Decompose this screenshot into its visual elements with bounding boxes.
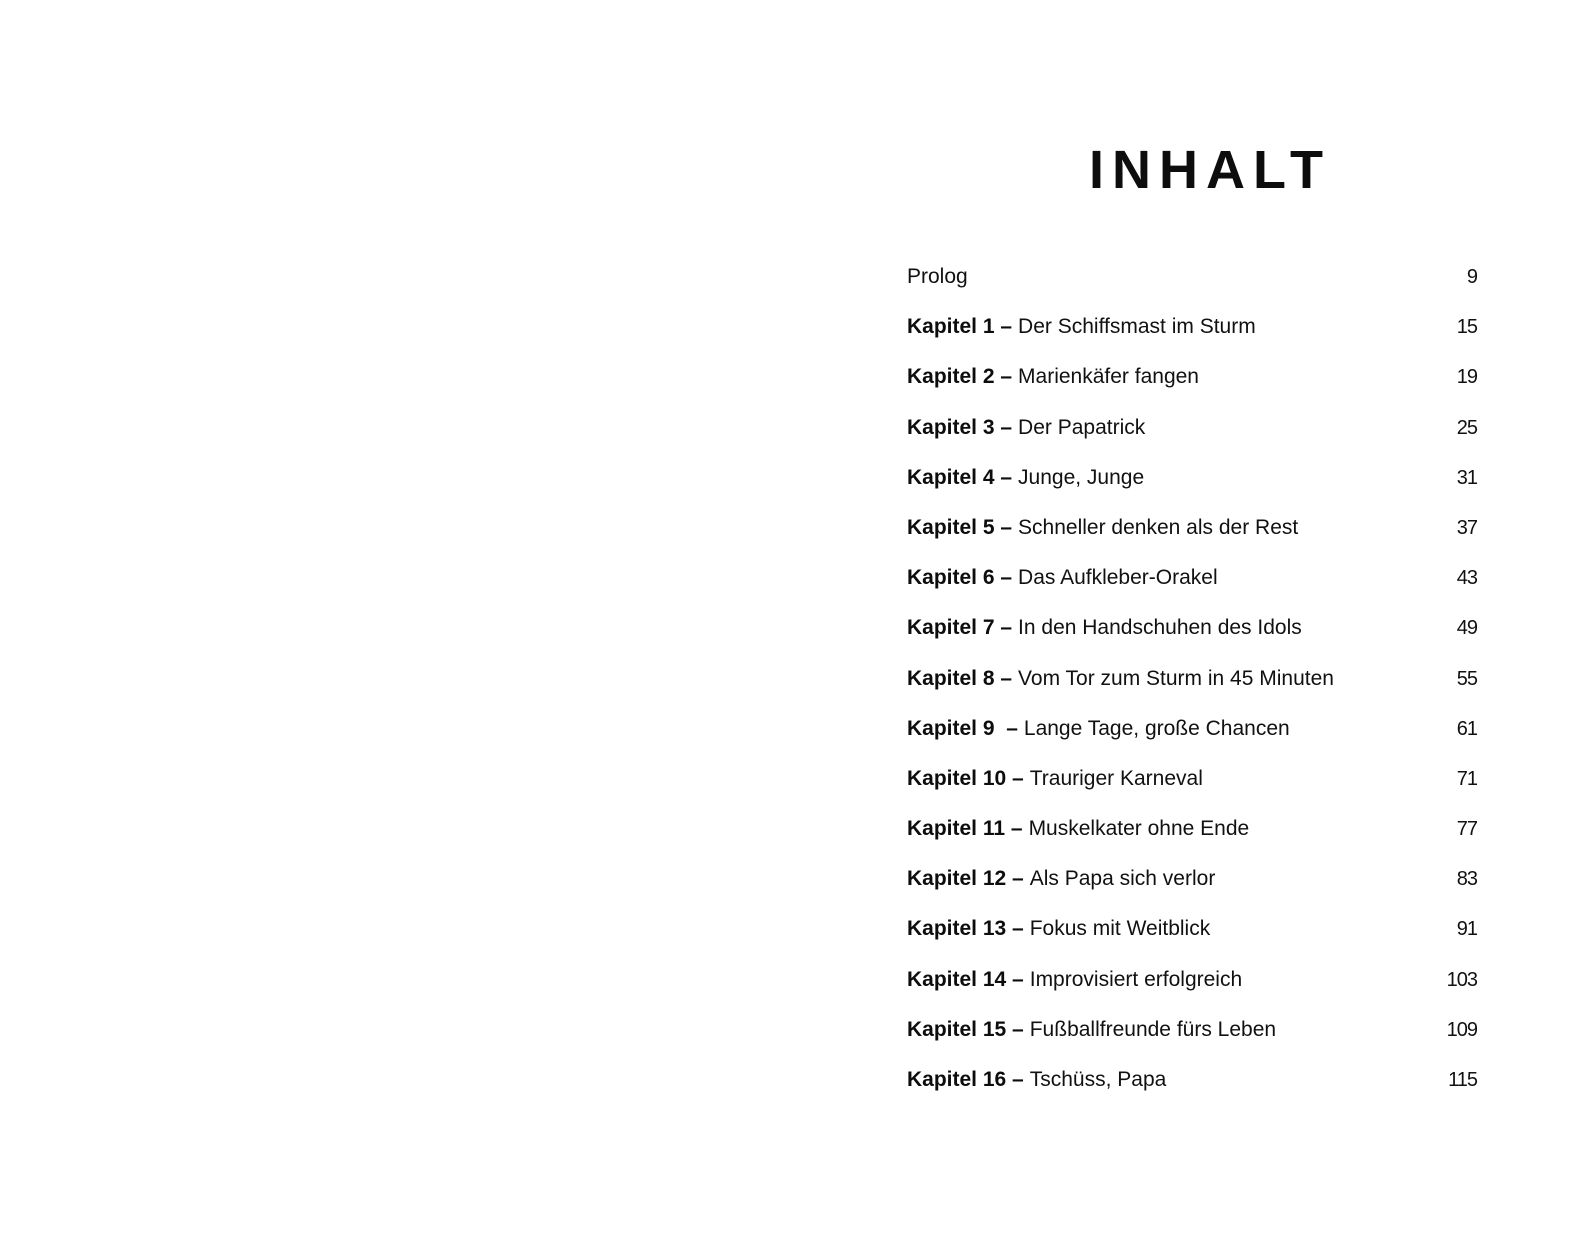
toc-entry-page: 37 [1456, 516, 1477, 539]
toc-entry-title: Trauriger Karneval [1029, 766, 1203, 790]
toc-entry-title: In den Handschuhen des Idols [1018, 616, 1302, 640]
toc-entry-chapter: Kapitel 12 – [907, 867, 1024, 891]
toc-entry-title: Improvisiert erfolgreich [1029, 967, 1243, 991]
toc-entry-label [907, 1015, 1276, 1045]
toc-entry-page: 61 [1456, 717, 1477, 740]
toc-entry-page: 103 [1446, 968, 1477, 991]
toc-entry-label [907, 513, 1298, 543]
toc-entry-page: 71 [1456, 767, 1477, 790]
toc-entry-label [907, 714, 1290, 744]
toc-entry-chapter: Kapitel 2 – [907, 365, 1013, 389]
toc-entry-kapitel-8[interactable] [907, 664, 1477, 714]
toc-entry-page: 25 [1456, 416, 1477, 439]
toc-entry-title: Junge, Junge [1018, 465, 1145, 489]
toc-entry-kapitel-2[interactable] [907, 362, 1477, 412]
toc-entry-title: Fußballfreunde fürs Leben [1029, 1017, 1277, 1041]
toc-entry-kapitel-12[interactable] [907, 864, 1477, 914]
toc-entry-label [907, 664, 1334, 694]
toc-entry-chapter: Kapitel 16 – [907, 1068, 1024, 1091]
toc-entry-label [907, 914, 1210, 944]
toc-heading: INHALT [1089, 140, 1331, 200]
toc-entry-kapitel-6[interactable] [907, 563, 1477, 613]
toc-entry-kapitel-3[interactable] [907, 413, 1477, 463]
toc-entry-chapter: Kapitel 7 – [907, 616, 1013, 640]
toc-entry-kapitel-5[interactable] [907, 513, 1477, 563]
toc-entry-title: Marienkäfer fangen [1018, 365, 1199, 389]
toc-entry-prolog[interactable] [907, 262, 1477, 312]
toc-entry-kapitel-14[interactable] [907, 965, 1477, 1015]
toc-entry-title: Muskelkater ohne Ende [1028, 817, 1250, 841]
toc-entry-chapter: Kapitel 1 – [907, 315, 1013, 339]
toc-entry-kapitel-9[interactable] [907, 714, 1477, 764]
toc-entry-label [907, 864, 1215, 894]
toc-entry-title: Der Papatrick [1018, 415, 1146, 439]
toc-entry-title: Fokus mit Weitblick [1029, 917, 1211, 941]
toc-entry-kapitel-1[interactable] [907, 312, 1477, 362]
toc-entry-page: 109 [1446, 1018, 1477, 1041]
toc-entry-label [907, 312, 1256, 342]
toc-entry-kapitel-10[interactable] [907, 764, 1477, 814]
toc-entry-chapter: Kapitel 15 – [907, 1017, 1024, 1041]
toc-entry-title: Das Aufkleber-Orakel [1018, 566, 1218, 590]
toc-entry-title: Vom Tor zum Sturm in 45 Minuten [1018, 666, 1334, 690]
toc-entry-kapitel-11[interactable] [907, 814, 1477, 864]
toc-entry-chapter: Kapitel 8 – [907, 666, 1013, 690]
toc-entry-label [907, 814, 1249, 844]
toc-entry-title: Schneller denken als der Rest [1018, 515, 1299, 539]
toc-entry-label [907, 965, 1242, 995]
toc-entry-page: 77 [1456, 818, 1477, 841]
toc-entry-chapter: Kapitel 4 – [907, 465, 1013, 489]
table-of-contents-page [797, 0, 1594, 1240]
toc-entry-kapitel-7[interactable] [907, 613, 1477, 663]
toc-entry-page: 83 [1456, 868, 1477, 891]
toc-entry-kapitel-15[interactable] [907, 1015, 1477, 1065]
toc-entry-kapitel-4[interactable] [907, 463, 1477, 513]
toc-entry-label [907, 1065, 1166, 1095]
toc-entry-page: 9 [1466, 266, 1477, 288]
toc-entry-page: 115 [1448, 1069, 1477, 1091]
toc-entry-page: 49 [1456, 617, 1477, 640]
toc-entry-label [907, 362, 1199, 392]
toc-entry-chapter: Kapitel 5 – [907, 515, 1013, 539]
toc-entry-label [907, 563, 1218, 593]
toc-entry-page: 31 [1456, 466, 1477, 489]
toc-entry-chapter: Kapitel 11 – [907, 817, 1023, 841]
toc-entry-page: 91 [1456, 918, 1477, 941]
toc-list [907, 262, 1477, 1115]
toc-entry-title: Der Schiffsmast im Sturm [1018, 315, 1256, 339]
toc-entry-label [907, 413, 1145, 443]
toc-entry-title: Als Papa sich verlor [1029, 867, 1216, 891]
toc-entry-label [907, 613, 1302, 643]
toc-entry-title: Lange Tage, große Chancen [1023, 716, 1290, 740]
toc-entry-page: 55 [1456, 667, 1477, 690]
toc-entry-kapitel-13[interactable] [907, 914, 1477, 964]
toc-entry-chapter: Kapitel 13 – [907, 917, 1024, 941]
toc-entry-kapitel-16[interactable] [907, 1065, 1477, 1115]
toc-entry-title: Tschüss, Papa [1029, 1068, 1167, 1091]
toc-entry-chapter: Kapitel 14 – [907, 967, 1024, 991]
toc-entry-page: 19 [1456, 366, 1477, 389]
toc-entry-chapter: Kapitel 10 – [907, 766, 1024, 790]
toc-entry-chapter: Kapitel 6 – [907, 566, 1013, 590]
toc-entry-chapter: Kapitel 3 – [907, 415, 1013, 439]
toc-entry-page: 15 [1456, 316, 1477, 339]
toc-entry-label [907, 262, 968, 292]
toc-entry-label [907, 764, 1203, 794]
toc-entry-label [907, 463, 1144, 493]
toc-entry-title: Prolog [907, 265, 968, 288]
toc-entry-chapter: Kapitel 9 – [907, 716, 1018, 740]
toc-entry-page: 43 [1456, 567, 1477, 590]
